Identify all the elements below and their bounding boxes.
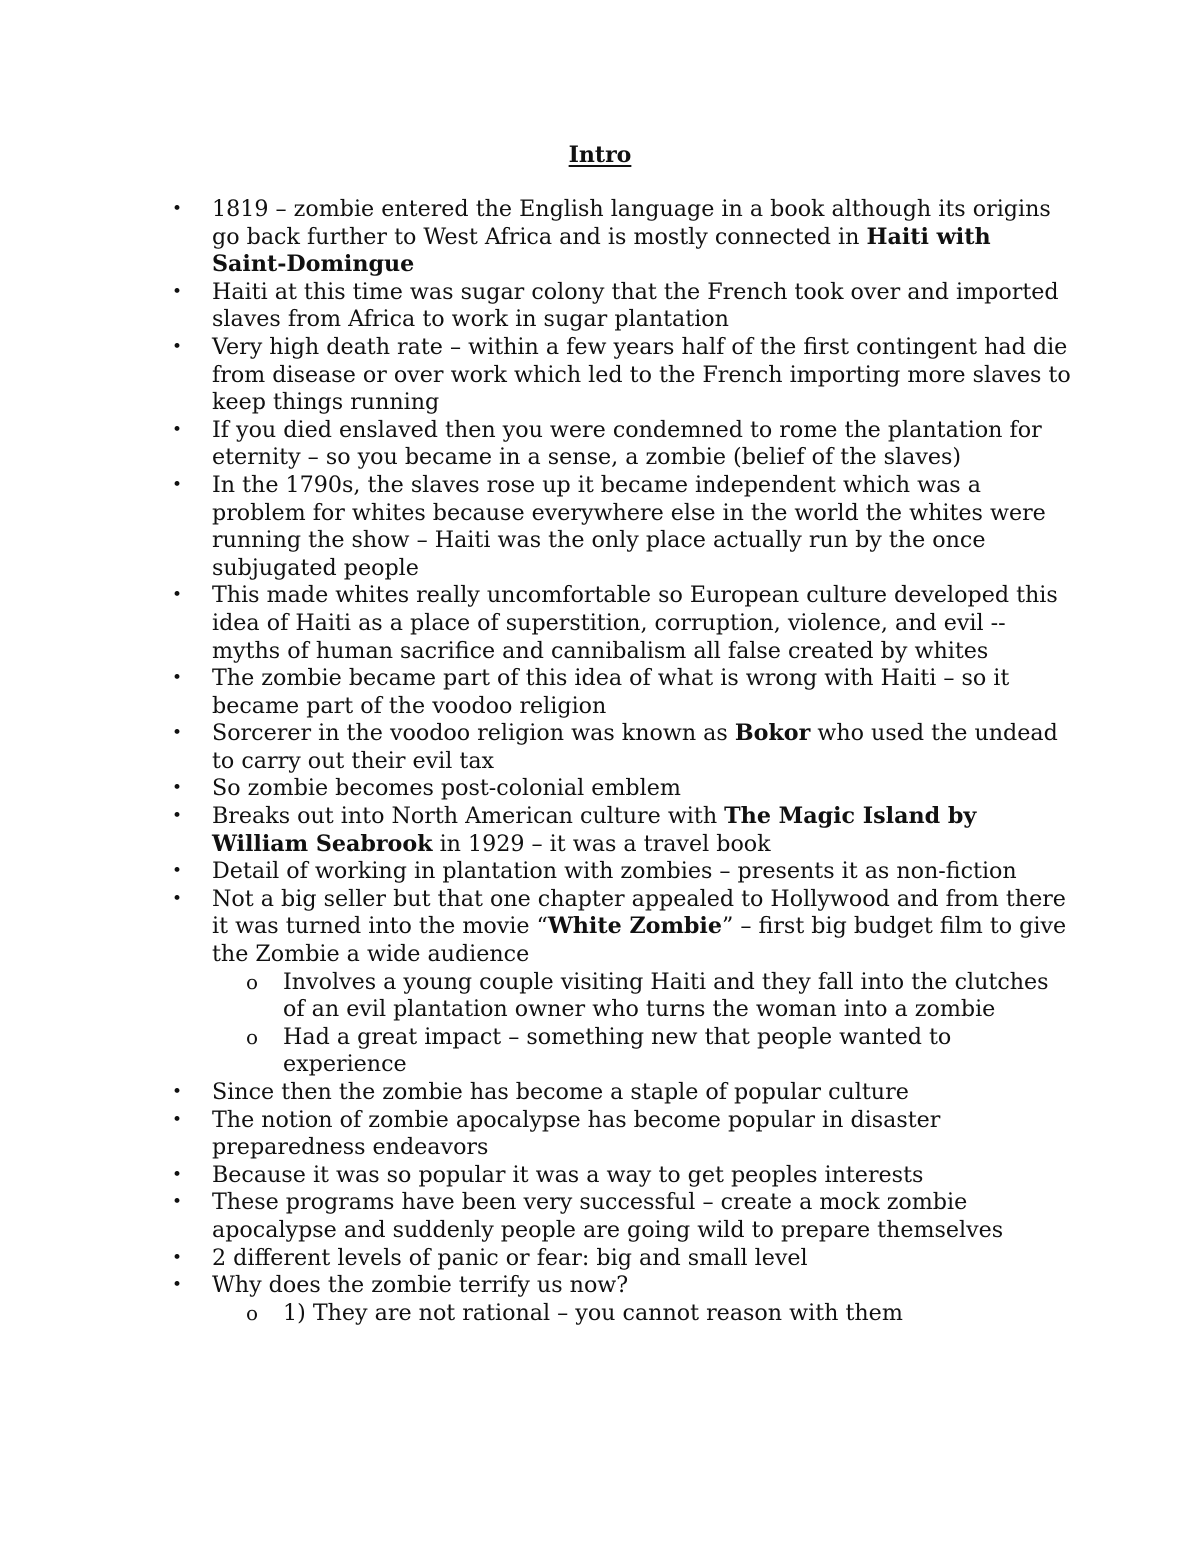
- item-text: In the 1790s, the slaves rose up it became independent which was a problem for whites because everywhere else in the world the whites were running the show – Haiti was the only place actually run by the once subjugated people: [212, 471, 1046, 581]
- bold-text: Haiti with Saint-Domingue: [212, 223, 991, 278]
- bullet-icon: •: [172, 861, 183, 882]
- item-text: Because it was so popular it was a way to get peoples interests: [212, 1161, 924, 1188]
- item-text: The zombie became part of this idea of what is wrong with Haiti – so it became part of the voodoo religion: [212, 665, 1010, 719]
- hollow-bullet-icon: o: [246, 1024, 259, 1049]
- list-item: [0, 196, 1072, 279]
- list-item: [0, 665, 1072, 720]
- bullet-icon: •: [172, 723, 183, 744]
- bullet-icon: •: [172, 668, 183, 689]
- item-text: These programs have been very successful – create a mock zombie apocalypse and suddenly people are going wild to prepare themselves: [212, 1189, 1004, 1243]
- sub-list-item: [0, 969, 1072, 1024]
- bullet-icon: •: [172, 1082, 183, 1102]
- bullet-icon: •: [172, 336, 183, 357]
- item-text: Breaks out into North American culture with: [212, 803, 725, 830]
- item-text: The notion of zombie apocalypse has become popular in disaster preparedness endeavors: [212, 1106, 941, 1161]
- bullet-icon: •: [172, 1164, 183, 1185]
- list-item: [0, 1107, 1072, 1162]
- hollow-bullet-icon: o: [246, 1300, 259, 1325]
- bullet-icon: •: [172, 281, 183, 302]
- list-item: [0, 334, 1072, 417]
- list-item: [0, 1162, 1072, 1190]
- list-item: [0, 1079, 1072, 1107]
- item-text: Sorcerer in the voodoo religion was known as: [212, 720, 735, 747]
- item-text: Not a big seller but that one chapter appealed to Hollywood and from there it was turned into the movie “: [212, 885, 1066, 940]
- item-text: If you died enslaved then you were condemned to rome the plantation for eternity – so you became in a sense, a zombie (belief of the slaves): [212, 416, 1042, 471]
- bullet-icon: •: [172, 1247, 183, 1268]
- bullet-icon: •: [172, 1192, 183, 1213]
- item-text: who used the undead to carry out their evil tax: [212, 720, 1058, 774]
- sub-list-item: [0, 1024, 1072, 1079]
- bullet-icon: •: [172, 1109, 183, 1130]
- item-text: 1819 – zombie entered the English language in a book although its origins go back further to West Africa and is mostly connected in: [212, 196, 1051, 250]
- bullet-icon: •: [172, 1275, 183, 1296]
- item-text: Haiti at this time was sugar colony that the French took over and imported slaves from Africa to work in sugar plantation: [212, 278, 1059, 333]
- list-item: [0, 472, 1072, 582]
- bullet-icon: •: [172, 199, 183, 219]
- notes-list: [0, 196, 1072, 1327]
- item-text: 2 different levels of panic or fear: big and small level: [212, 1244, 808, 1271]
- list-item: [0, 279, 1072, 334]
- bold-text: The Magic Island by William Seabrook: [212, 803, 977, 857]
- list-item: [0, 775, 1072, 803]
- item-text: Since then the zombie has become a staple of popular culture: [212, 1079, 909, 1105]
- item-text: Detail of working in plantation with zombies – presents it as non-fiction: [212, 858, 1017, 885]
- bullet-icon: •: [172, 778, 183, 799]
- bullet-icon: •: [172, 474, 183, 495]
- list-item: [0, 720, 1072, 775]
- bold-text: Bokor: [734, 720, 811, 747]
- item-text: Very high death rate – within a few years half of the first contingent had die from disease or over work which led to the French importing more slaves to keep things running: [212, 333, 1071, 416]
- item-text: in 1929 – it was a travel book: [432, 830, 771, 857]
- bold-text: White Zombie: [547, 913, 722, 940]
- list-item: [0, 582, 1072, 665]
- item-text: 1) They are not rational – you cannot reason with them: [283, 1299, 903, 1326]
- hollow-bullet-icon: o: [246, 969, 259, 994]
- item-text: Had a great impact – something new that people wanted to experience: [283, 1023, 952, 1078]
- bullet-icon: •: [172, 806, 183, 827]
- bullet-icon: •: [172, 888, 183, 909]
- bullet-icon: •: [172, 585, 183, 606]
- item-text: Involves a young couple visiting Haiti and they fall into the clutches of an evil plantation owner who turns the woman into a zombie: [283, 968, 1049, 1023]
- page-title: Intro: [568, 142, 632, 168]
- item-text: So zombie becomes post-colonial emblem: [212, 775, 681, 802]
- list-item: [0, 858, 1072, 886]
- list-item: [0, 1189, 1072, 1244]
- item-text: Why does the zombie terrify us now?: [212, 1272, 629, 1299]
- item-text: This made whites really uncomfortable so European culture developed this idea of Haiti as a place of superstition, corruption, violence, and evil -- myths of human sacrifice and cannibalism all false created by whites: [212, 582, 1058, 664]
- list-item: [0, 1272, 1072, 1300]
- list-item: [0, 417, 1072, 472]
- item-text: ” – first big budget film to give the Zombie a wide audience: [212, 913, 1067, 968]
- list-item: [0, 803, 1072, 858]
- list-item: [0, 886, 1072, 969]
- list-item: [0, 1245, 1072, 1273]
- sub-list-item: [0, 1300, 1072, 1328]
- bullet-icon: •: [172, 419, 183, 440]
